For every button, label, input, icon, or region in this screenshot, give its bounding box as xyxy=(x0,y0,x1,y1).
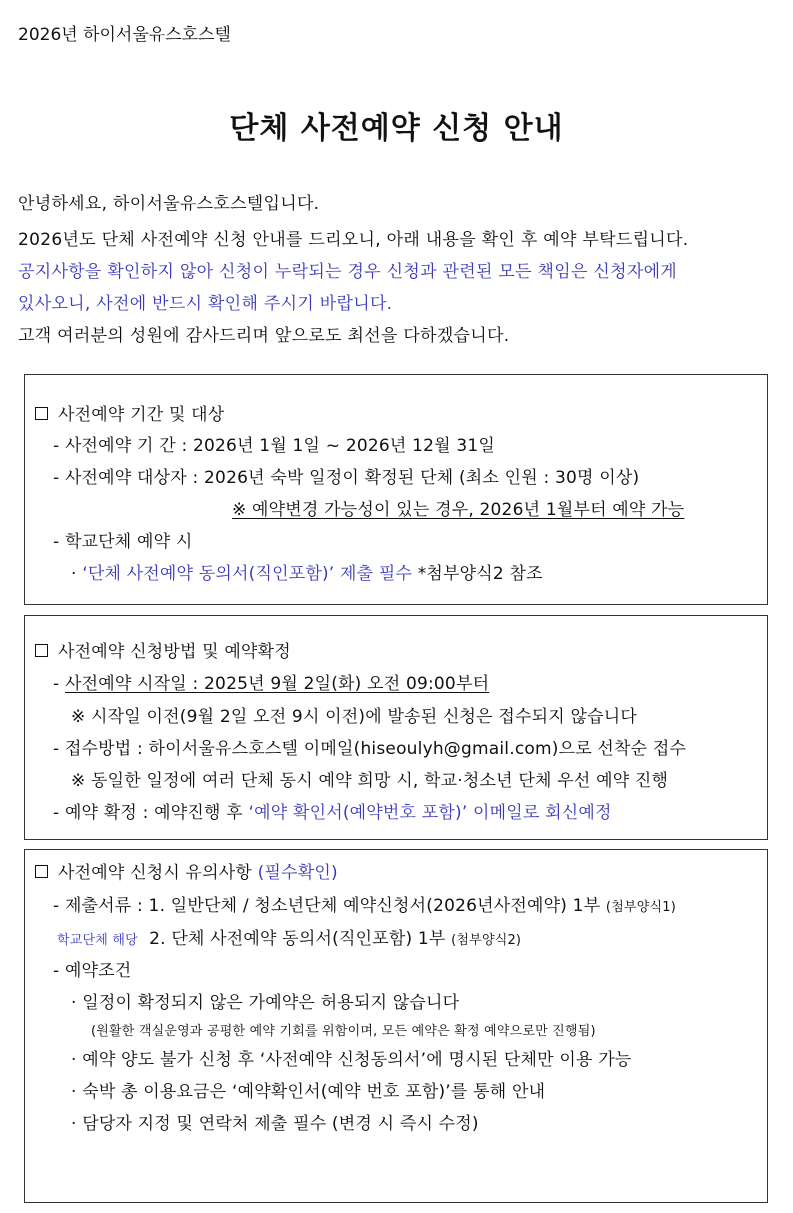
target-line: - 사전예약 대상자 : 2026년 숙박 일정이 확정된 단체 (최소 인원 : 30명 이상) xyxy=(53,468,640,488)
checkbox-square-icon xyxy=(35,865,48,878)
section-heading: 사전예약 신청시 유의사항 (필수확인) xyxy=(35,858,338,883)
condition-note: (원활한 객실운영과 공평한 예약 기회를 위함이며, 모든 예약은 확정 예약으로만 진행됨) xyxy=(91,1024,596,1039)
condition-item: · 숙박 총 이용요금은 ‘예약확인서(예약 번호 포함)’를 통해 안내 xyxy=(71,1082,546,1102)
document-header: 2026년 하이서울유스호스텔 xyxy=(18,25,231,45)
target-note: ※ 예약변경 가능성이 있는 경우, 2026년 1월부터 예약 가능 xyxy=(232,500,685,520)
method-line: - 접수방법 : 하이서울유스호스텔 이메일(hiseoulyh@gmail.com)으로 선착순 접수 xyxy=(53,739,687,759)
condition-item: · 일정이 확정되지 않은 가예약은 허용되지 않습니다 xyxy=(71,993,460,1013)
section-cautions xyxy=(24,849,768,1203)
intro-notice-line: 공지사항을 확인하지 않아 신청이 누락되는 경우 신청과 관련된 모든 책임은 신청자에게 xyxy=(18,262,678,282)
period-line: - 사전예약 기 간 : 2026년 1월 1일 ~ 2026년 12월 31일 xyxy=(53,436,496,456)
start-date-line: - 사전예약 시작일 : 2025년 9월 2일(화) 오전 09:00부터 xyxy=(53,674,490,694)
section-method-confirm xyxy=(24,615,768,840)
confirm-line: - 예약 확정 : 예약진행 후 ‘예약 확인서(예약번호 포함)’ 이메일로 회신예정 xyxy=(53,803,612,823)
conditions-heading: - 예약조건 xyxy=(53,961,132,981)
method-note: ※ 동일한 일정에 여러 단체 동시 예약 희망 시, 학교·청소년 단체 우선 예약 진행 xyxy=(71,771,669,791)
documents-line-2: 학교단체 해당 2. 단체 사전예약 동의서(직인포함) 1부 (첨부양식2) xyxy=(57,929,522,949)
checkbox-square-icon xyxy=(35,644,48,657)
condition-item: · 예약 양도 불가 신청 후 ‘사전예약 신청동의서’에 명시된 단체만 이용 가능 xyxy=(71,1050,632,1070)
intro-line: 안녕하세요, 하이서울유스호스텔입니다. xyxy=(18,194,320,214)
start-date-note: ※ 시작일 이전(9월 2일 오전 9시 이전)에 발송된 신청은 접수되지 않습니다 xyxy=(71,707,637,727)
documents-line: - 제출서류 : 1. 일반단체 / 청소년단체 예약신청서(2026년사전예약) 1부 (첨부양식1) xyxy=(53,896,676,916)
condition-item: · 담당자 지정 및 연락처 제출 필수 (변경 시 즉시 수정) xyxy=(71,1114,479,1134)
school-heading: - 학교단체 예약 시 xyxy=(53,532,193,552)
school-requirement: · ‘단체 사전예약 동의서(직인포함)’ 제출 필수 *첨부양식2 참조 xyxy=(71,564,543,584)
checkbox-square-icon xyxy=(35,407,48,420)
section-period-target xyxy=(24,374,768,605)
section-heading: 사전예약 기간 및 대상 xyxy=(35,400,224,425)
page-title: 단체 사전예약 신청 안내 xyxy=(229,111,564,146)
school-tag: 학교단체 해당 xyxy=(57,933,138,948)
intro-line: 고객 여러분의 성원에 감사드리며 앞으로도 최선을 다하겠습니다. xyxy=(18,326,510,346)
intro-notice-line: 있사오니, 사전에 반드시 확인해 주시기 바랍니다. xyxy=(18,294,393,314)
intro-line: 2026년도 단체 사전예약 신청 안내를 드리오니, 아래 내용을 확인 후 예약 부탁드립니다. xyxy=(18,230,689,250)
section-heading: 사전예약 신청방법 및 예약확정 xyxy=(35,637,291,662)
